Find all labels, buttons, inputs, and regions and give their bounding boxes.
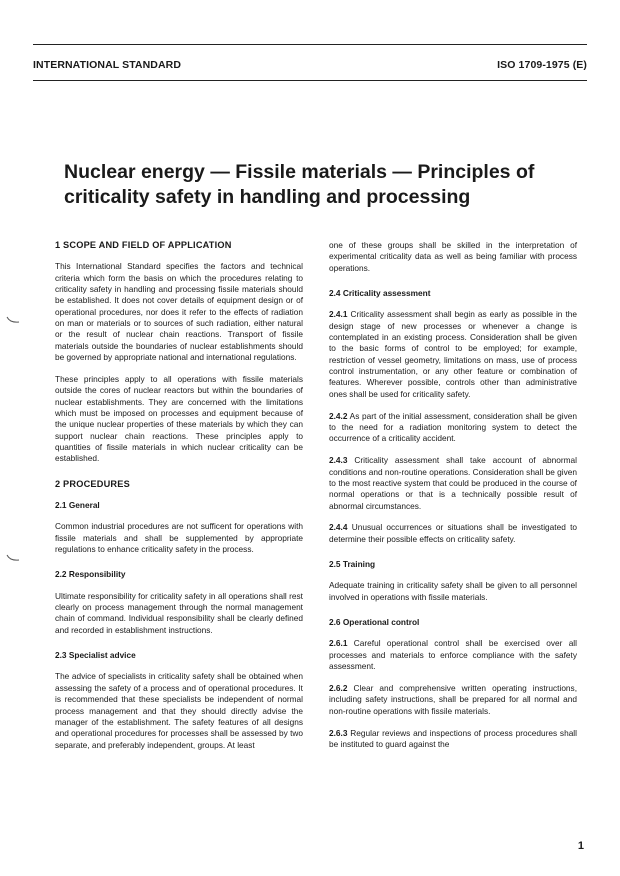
clause-number: 2.4.3 bbox=[329, 455, 348, 466]
clause-2-4-4 bbox=[329, 522, 577, 545]
clause-number: 2.4.4 bbox=[329, 522, 348, 533]
section-1-paragraph-2: These principles apply to all operations with fissile materials outside the cores of nuclear reactors but within the boundaries of nuclear establishments. They are concerned with the limitations which must be imposed on processes and equipment because of the unique nuclear properties of these materials by which they can support nuclear chain reactions. These principles apply to quantities of fissile materials in which nuclear criticality can be established. bbox=[55, 373, 303, 464]
clause-number: 2.4.1 bbox=[329, 309, 348, 320]
clause-text: Unusual occurrences or situations shall be investigated to determine their possible effects on criticality safety. bbox=[329, 522, 577, 544]
clause-2-6-2 bbox=[329, 683, 577, 717]
margin-tick-mark bbox=[6, 554, 20, 562]
clause-text: Criticality assessment shall take account of abnormal conditions and non-routine operations. Consideration shall be given to the most reactive system that could be produced in the course of normal operations or that is a technically possible result of abnormal circumstances. bbox=[329, 455, 577, 511]
title-line-2: criticality safety in handling and processing bbox=[64, 186, 471, 208]
document-type: INTERNATIONAL STANDARD bbox=[33, 59, 182, 71]
section-2-3-text: The advice of specialists in criticality safety shall be obtained when assessing the safety of a process and of operational procedures. It is recommended that these specialists be independent of normal process management and that they should directly advise the manager of the establishment. The safety features of all designs and operational procedures for processes shall be assessed by two separate, and preferably independent, groups. At least bbox=[55, 671, 303, 750]
document-title bbox=[64, 160, 584, 210]
clause-2-6-3 bbox=[329, 728, 577, 751]
top-rule bbox=[33, 44, 587, 45]
section-2-4-heading: 2.4 Criticality assessment bbox=[329, 288, 431, 299]
clause-text: Careful operational control shall be exercised over all processes and materials to enforce compliance with the safety assessment. bbox=[329, 638, 577, 672]
section-2-heading: 2 PROCEDURES bbox=[55, 478, 130, 489]
clause-text: Regular reviews and inspections of process procedures shall be instituted to guard against the bbox=[329, 727, 577, 749]
clause-number: 2.4.2 bbox=[329, 410, 348, 421]
clause-number: 2.6.3 bbox=[329, 727, 348, 738]
clause-2-4-1 bbox=[329, 309, 577, 400]
header-rule bbox=[33, 80, 587, 81]
clause-text: Criticality assessment shall begin as early as possible in the design stage of new processes or whenever a change is contemplated in an existing process. Consideration shall be given to the basic forms of control to be employed; for example, restriction of vessel geometry, limitations on mass, use of process control instrumentation, or any other feature or combination of features. Wherever possible, controls other than administrative ones shall be used for criticality safety. bbox=[329, 309, 577, 399]
page-number: 1 bbox=[577, 840, 584, 852]
clause-2-6-1 bbox=[329, 638, 577, 672]
section-2-1-text: Common industrial procedures are not sufficent for operations with fissile materials and shall be supplemented by appropriate regulations to enhance criticality safety in the process. bbox=[55, 521, 303, 555]
left-column bbox=[55, 240, 303, 761]
section-2-5-text: Adequate training in criticality safety shall be given to all personnel involved in operations with fissile materials. bbox=[329, 580, 577, 602]
clause-number: 2.6.1 bbox=[329, 638, 348, 649]
section-2-3-text-continued: one of these groups shall be skilled in the interpretation of experimental criticality data as well as being familiar with process operations. bbox=[329, 240, 577, 273]
title-line-1: Nuclear energy — Fissile materials — Principles of bbox=[64, 161, 535, 183]
standard-number: ISO 1709-1975 (E) bbox=[497, 59, 587, 71]
clause-text: Clear and comprehensive written operating instructions, including safety instructions, shall be prepared for all normal and non-routine operations with fissile materials. bbox=[329, 682, 578, 716]
section-2-1-heading: 2.1 General bbox=[55, 500, 100, 511]
clause-2-4-3 bbox=[329, 455, 577, 512]
section-1-paragraph-1: This International Standard specifies the factors and technical criteria which form the basis on which the procedures relating to criticality safety in handling and processing fissile materials should be established. It does not cover details of equipment design or of operational procedures, nor does it refer to the effects of radiation on man or materials or to sources of such radiation, either natural or the result of nuclear chain reactions. Transport of fissile materials outside the boundaries of nuclear establishments should be governed by appropriate national and international regulations. bbox=[55, 261, 303, 363]
section-2-6-heading: 2.6 Operational control bbox=[329, 617, 420, 628]
clause-text: As part of the initial assessment, consideration shall be given to the need for a radiation monitoring system to detect the occurrence of a criticality accident. bbox=[329, 410, 577, 444]
clause-2-4-2 bbox=[329, 411, 577, 445]
section-2-2-text: Ultimate responsibility for criticality safety in all operations shall rest clearly on process management through the normal management chain of command. Individual responsibility shall be clearly defined and recorded in establishment instructions. bbox=[55, 590, 303, 635]
right-column bbox=[329, 240, 577, 761]
margin-tick-mark bbox=[6, 316, 20, 324]
clause-number: 2.6.2 bbox=[329, 682, 348, 693]
section-1-heading: 1 SCOPE AND FIELD OF APPLICATION bbox=[55, 240, 232, 250]
section-2-2-heading: 2.2 Responsibility bbox=[55, 569, 126, 580]
section-2-5-heading: 2.5 Training bbox=[329, 559, 376, 570]
section-2-3-heading: 2.3 Specialist advice bbox=[55, 650, 136, 661]
